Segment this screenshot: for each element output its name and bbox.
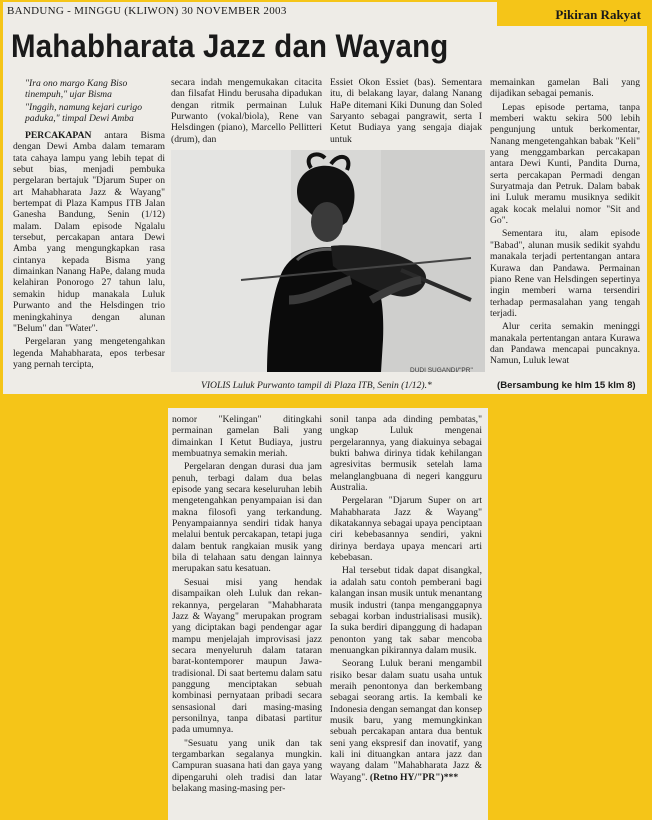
masthead: [497, 2, 647, 26]
paragraph: Pergelaran yang mengetengahkan legenda Mahabharata, epos terbesar yang pernah tercipta,: [13, 336, 165, 370]
article-clipping-page-2: [168, 408, 488, 820]
paragraph: Alur cerita semakin meninggi manakala pertentangan antara Kurawa dan Pandawa mencapai puncaknya. Namun, Luluk lewat: [490, 321, 640, 367]
continuation-column-1: [172, 414, 322, 796]
newspaper-name: Pikiran Rakyat: [555, 7, 641, 22]
paragraph: Essiet Okon Essiet (bas). Sementara itu, di belakang layar, dalang Nanang HaPe ditemani Kiki Dunung dan Soled Saryanto sebagai pangrawit, serta I Ketut Budiaya yang sengaja diajak untuk: [330, 77, 482, 145]
paragraph: secara indah mengemukakan citacita dan filsafat Hindu berusaha dipadukan dengan ritmik permainan Luluk Purwanto (vokal/biola), Rene van Helsdingen (piano), Marcello Pellitteri (drum), dan: [171, 77, 322, 145]
continuation-column-2: [330, 414, 482, 785]
paragraph: memainkan gamelan Bali yang dijadikan sebagai pemanis.: [490, 77, 640, 100]
photo-credit: DUDI SUGANDI/"PR": [410, 367, 473, 374]
pull-quote: [25, 78, 165, 125]
article-column-4: [490, 77, 640, 369]
photo-caption: VIOLIS Luluk Purwanto tampil di Plaza ITB, Senin (1/12).*: [201, 380, 432, 391]
article-column-3: [330, 77, 482, 147]
paragraph: "Sesuatu yang unik dan tak tergambarkan segalanya mungkin. Campuran suasana hati dan gaya yang dipengaruhi oleh tradisi dan latar belakang masing-masing per-: [172, 737, 322, 794]
quote-line: "Ira ono margo Kang Biso tinempuh," ujar Bisma: [25, 78, 128, 101]
author-signoff: (Retno HY/"PR")***: [369, 771, 459, 783]
paragraph: nomor "Kelingan" ditingkahi permainan gamelan Bali yang dimainkan I Ketut Budiaya, justru membuatnya semakin meriah.: [172, 414, 322, 460]
article-column-2: [171, 77, 322, 147]
headline: Mahabharata Jazz dan Wayang: [11, 28, 449, 64]
violinist-photo: [171, 150, 485, 372]
article-clipping-page-1: [3, 2, 647, 394]
dateline: BANDUNG - MINGGU (KLIWON) 30 NOVEMBER 2003: [7, 5, 287, 17]
paragraph: Sementara itu, alam episode "Babad", alunan musik sedikit syahdu manakala terjadi pertentangan antara Kurawa dan Pandawa. Permainan piano Rene van Helsdingen sepertinya ingin memberi warna tersendiri terhadap permasalahan yang tengah terjadi.: [490, 228, 640, 319]
paragraph: antara Bisma dengan Dewi Amba dalam temaram tata cahaya lampu yang lebih tepat di sebut bias, menjadi pembuka pergelaran bertajuk "Djarum Super on art Mahabharata Jazz & Wayang" bertempat di Plaza Kampus ITB Jalan Ganesha Bandung, Senin (1/12) malam. Dalam episode Ngalalu tersebut, percakapan antara Dewi Amba yang mengungkapkan rasa cintanya kepada Bisma yang dimainkan Nanang HaPe, dalang muda kelahiran Ponorogo 27 tahun lalu, semakin hidup manakala Luluk Purwanto and the Helsdingen trio meningkahinya dengan alunan "Belum" dan "Water".: [13, 130, 165, 334]
violinist-illustration: [171, 150, 485, 372]
paragraph: Pergelaran dengan durasi dua jam penuh, terbagi dalam dua belas episode yang secara keseluruhan lebih mengetengahkan penyampaian isi dan makna filosofi yang terkandung. Penyampaiannya sendiri tidak hanya melalui bentuk percakapan, tetapi juga dalam bentuk rangkaian musik yang bila di telahaan satu dengan lainnya merupakan satu kesatuan.: [172, 461, 322, 575]
continued-notice: (Bersambung ke hlm 15 klm 8): [497, 380, 636, 391]
paragraph: Pergelaran "Djarum Super on art Mahabharata Jazz & Wayang" dikatakannya sebagai upaya penciptaan ciri kebebasannya sendiri, yakni dirinya berdaya upaya mencari arti kebebasan.: [330, 495, 482, 564]
lead-word: PERCAKAPAN: [25, 130, 92, 141]
article-column-1: [13, 130, 165, 372]
paragraph: Hal tersebut tidak dapat disangkal, ia adalah satu contoh pemberani bagi kalangan insan musik untuk menantang musik industri (tanpa menganggapnya sebagai korban industrialisasi musik). Ia suka berdiri dipanggung di hadapan penonton yang tak sabar mencoba menuangkan pikirannya dalam musik.: [330, 565, 482, 656]
paragraph: Sesuai misi yang hendak disampaikan oleh Luluk dan rekan-rekannya, pergelaran "Mahabharata Jazz & Wayang" merupakan program yang diciptakan bagi pendengar agar mampu menjelajah improvisasi jazz secara menyeluruh dalam tataran barat-kontemporer maupun Jawa-tradisional. Di saat bertemu dalam satu panggung menciptakan sebuah kombinasi pernyataan pribadi secara sensasional dari masing-masing personilnya, tanpa dibatasi partitur pada umumnya.: [172, 576, 322, 736]
paragraph: Seorang Luluk berani mengambil risiko besar dalam suatu usaha untuk meraih penontonya dan berkembang sebagai seorang artis. Ia kembali ke Indonesia dengan semangat dan konsep musik baru, yang memungkinkan sebuah percakapan antara dua bentuk seni yang ekspresif dan inovatif, yang kali ini dituangkan antara jazz dan wayang dalam "Mahabharata Jazz & Wayang".: [330, 658, 482, 783]
paragraph: sonil tanpa ada dinding pembatas," ungkap Luluk mengenai pergelarannya, yang diakuinya sebagai bukti bahwa dirinya tidak kehilangan agresivitas bermusik setelah lama melanglangbuana di negeri kangguru Australia.: [330, 414, 482, 494]
paragraph: Lepas episode pertama, tanpa memberi waktu sekira 500 lebih pengunjung untuk berkomentar, Nanang mengetengahkan babak "Keli" yang menggambarkan percakapan antara Dewi Kunti, Pandita Durna, serta percakapan Permadi dengan Suryatmaja dan Petruk. Dalam babak ini Luluk meramu musiknya sedikit agak kocak melalui nomor "Sit and Go".: [490, 101, 640, 227]
quote-line: "Inggih, namung kejari curigo paduka," timpal Dewi Amba: [25, 101, 143, 124]
